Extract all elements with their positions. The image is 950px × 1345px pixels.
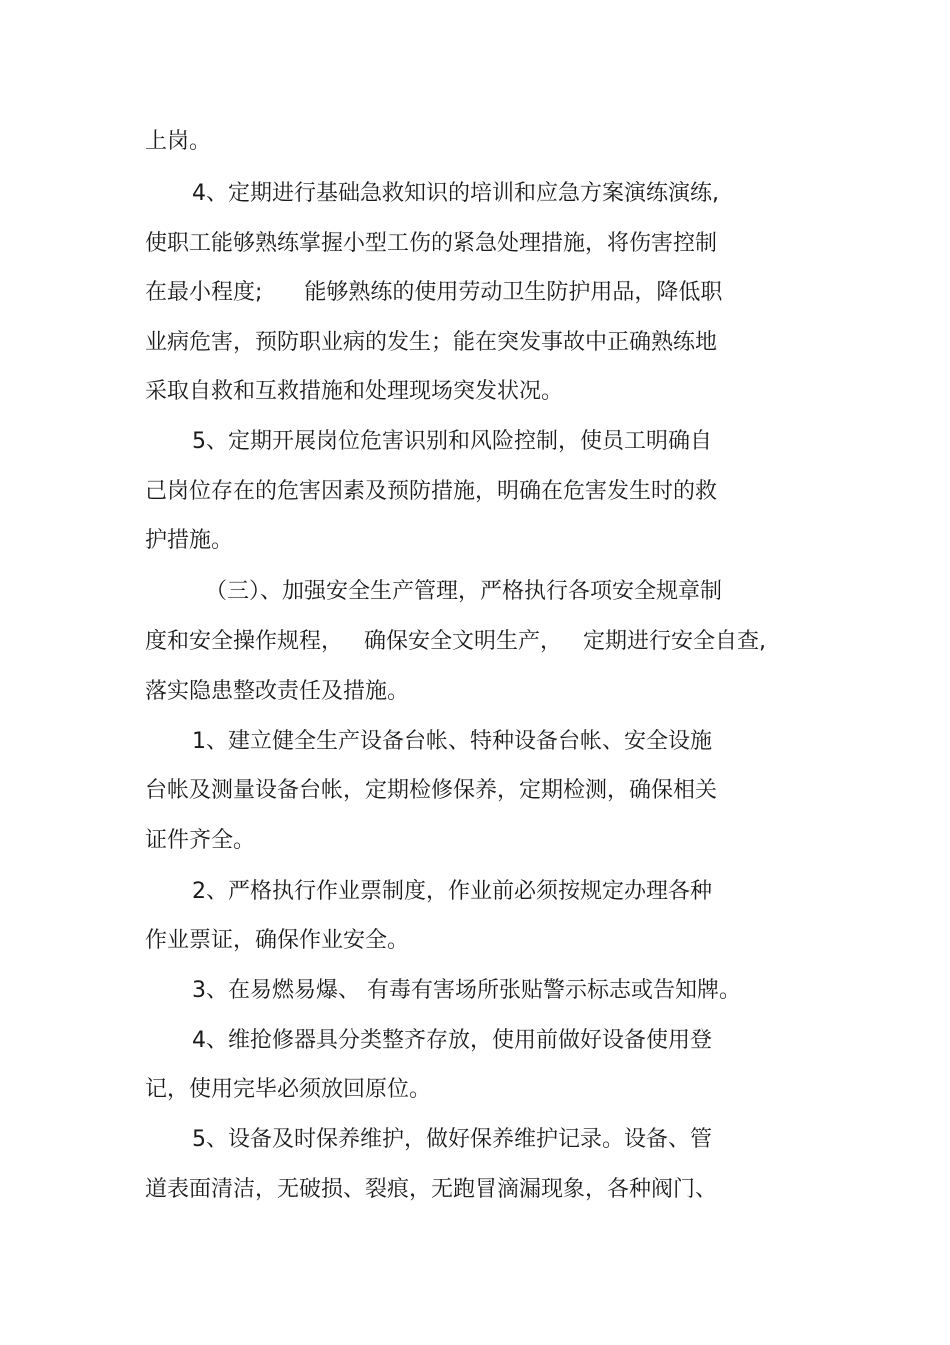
text-line-5: 业病危害，预防职业病的发生；能在突发事故中正确熟练地 — [145, 330, 718, 355]
text-line-3: 使职工能够熟练掌握小型工伤的紧急处理措施，将伤害控制 — [145, 231, 718, 256]
text-line-7: 5、定期开展岗位危害识别和风险控制，使员工明确自 — [192, 429, 712, 454]
text-line-20: 记，使用完毕必须放回原位。 — [145, 1077, 432, 1102]
section-heading-3: （三）、加强安全生产管理，严格执行各项安全规章制 — [205, 579, 723, 604]
text-line-1: 上岗。 — [145, 129, 212, 154]
text-line-6: 采取自救和互救措施和处理现场突发状况。 — [145, 379, 564, 404]
text-line-8: 己岗位存在的危害因素及预防措施，明确在危害发生时的救 — [145, 479, 718, 504]
text-line-22: 道表面清洁，无破损、裂痕，无跑冒滴漏现象，各种阀门、 — [145, 1177, 718, 1202]
text-line-2: 4、定期进行基础急救知识的培训和应急方案演练演练, — [192, 181, 719, 206]
text-line-21: 5、设备及时保养维护，做好保养维护记录。设备、管 — [192, 1127, 712, 1152]
text-line-12: 落实隐患整改责任及措施。 — [145, 679, 410, 704]
text-line-4: 在最小程度; 能够熟练的使用劳动卫生防护用品，降低职 — [145, 280, 723, 305]
text-line-17: 作业票证，确保作业安全。 — [145, 928, 410, 953]
text-line-18: 3、在易燃易爆、 有毒有害场所张贴警示标志或告知牌。 — [192, 978, 741, 1003]
text-line-16: 2、严格执行作业票制度，作业前必须按规定办理各种 — [192, 879, 712, 904]
text-line-19: 4、维抢修器具分类整齐存放，使用前做好设备使用登 — [192, 1028, 712, 1053]
text-line-15: 证件齐全。 — [145, 828, 256, 853]
text-line-13: 1、建立健全生产设备台帐、特种设备台帐、安全设施 — [192, 729, 712, 754]
text-line-11: 度和安全操作规程， 确保安全文明生产， 定期进行安全自查, — [145, 629, 766, 654]
text-line-9: 护措施。 — [145, 528, 234, 553]
text-line-14: 台帐及测量设备台帐，定期检修保养，定期检测，确保相关 — [145, 778, 718, 803]
